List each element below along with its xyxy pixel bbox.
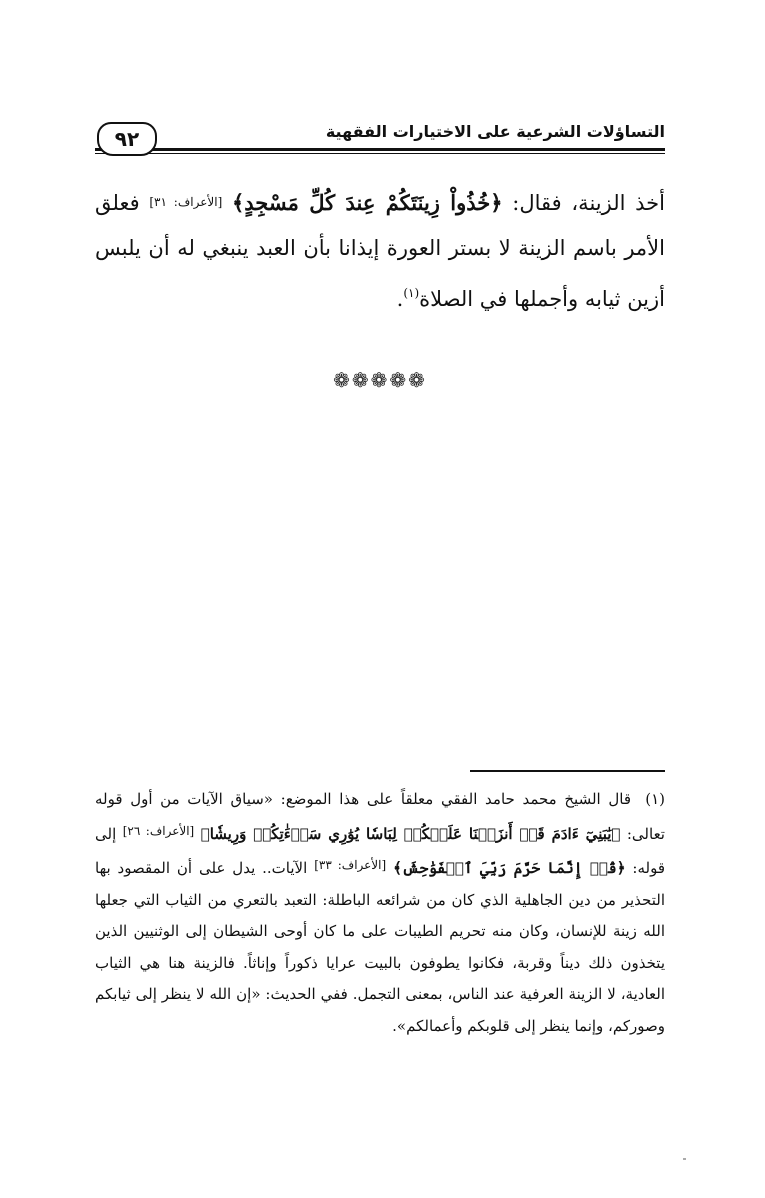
main-rest: فعلق الأمر باسم الزينة لا بستر العورة إيذانا بأن العبد ينبغي له أن يلبس أزين ثيابه وأجملها في الصلاة — [95, 191, 665, 311]
scan-speck — [683, 1158, 686, 1160]
footnote-text — [95, 784, 665, 1042]
main-paragraph-text — [95, 180, 665, 322]
section-divider-ornaments: ❁❁❁❁❁ — [333, 368, 427, 392]
main-intro: أخذ الزينة، فقال: — [502, 191, 666, 215]
page-number-badge — [97, 122, 157, 156]
footnote-part-2: إلى قوله: — [95, 824, 665, 877]
footnote-verse-2: ﴿قُلۡ إِنَّمَا حَرَّمَ رَبِّيَ ٱلۡفَوَٰحِشَ﴾ — [393, 859, 626, 877]
main-paragraph — [95, 180, 665, 322]
footnote-separator — [470, 770, 665, 772]
header-rule — [95, 148, 665, 151]
quran-verse: ﴿خُذُواْ زِينَتَكُمْ عِندَ كُلِّ مَسْجِدٍ﴾ — [231, 190, 503, 215]
page-number: ٩٢ — [114, 127, 140, 151]
header-rule-thin — [95, 153, 665, 154]
main-end: . — [396, 287, 404, 311]
footnote-marker: (١) — [403, 286, 420, 300]
footnote-ref-2: [الأعراف: ٣٣] — [314, 858, 387, 872]
footnote-part-1: قال الشيخ محمد حامد الفقي معلقاً على هذا الموضع: «سياق الآيات من أول قوله تعالى: — [95, 790, 665, 843]
running-header — [95, 118, 665, 158]
footnote-part-3: الآيات.. يدل على أن المقصود بها التحذير من دين الجاهلية الذي كان من شرائعه الباطلة: التعبد بالتعري من الثياب التي جعلها الله زينة للإنسان، وكان منه تحريم الطيبات على ما كان أوحى الشيطان إلى الوثنيين الذين يتخذون ذلك ديناً وقربة، فكانوا يطوفون بالبيت عرايا ذكوراً وإناثاً. فالزينة هنا هي الثياب العادية، لا الزينة العرفية عند الناس، بمعنى التجمل. ففي الحديث: «إن الله لا ينظر إلى ثيابكم وصوركم، وإنما ينظر إلى قلوبكم وأعمالكم». — [95, 859, 665, 1035]
footnote — [95, 784, 665, 1042]
verse-reference: [الأعراف: ٣١] — [149, 195, 223, 209]
footnote-verse-1: ﴿يَٰبَنِيٓ ءَادَمَ قَدۡ أَنزَلۡنَا عَلَيۡكُمۡ لِبَاسٗا يُوَٰرِي سَوۡءَٰتِكُمۡ وَرِيشٗا﴾ — [200, 824, 621, 843]
footnote-ref-1: [الأعراف: ٢٦] — [122, 823, 195, 838]
book-title: التساؤلات الشرعية على الاختيارات الفقهية — [325, 122, 665, 141]
footnote-number: (١) — [645, 790, 665, 808]
